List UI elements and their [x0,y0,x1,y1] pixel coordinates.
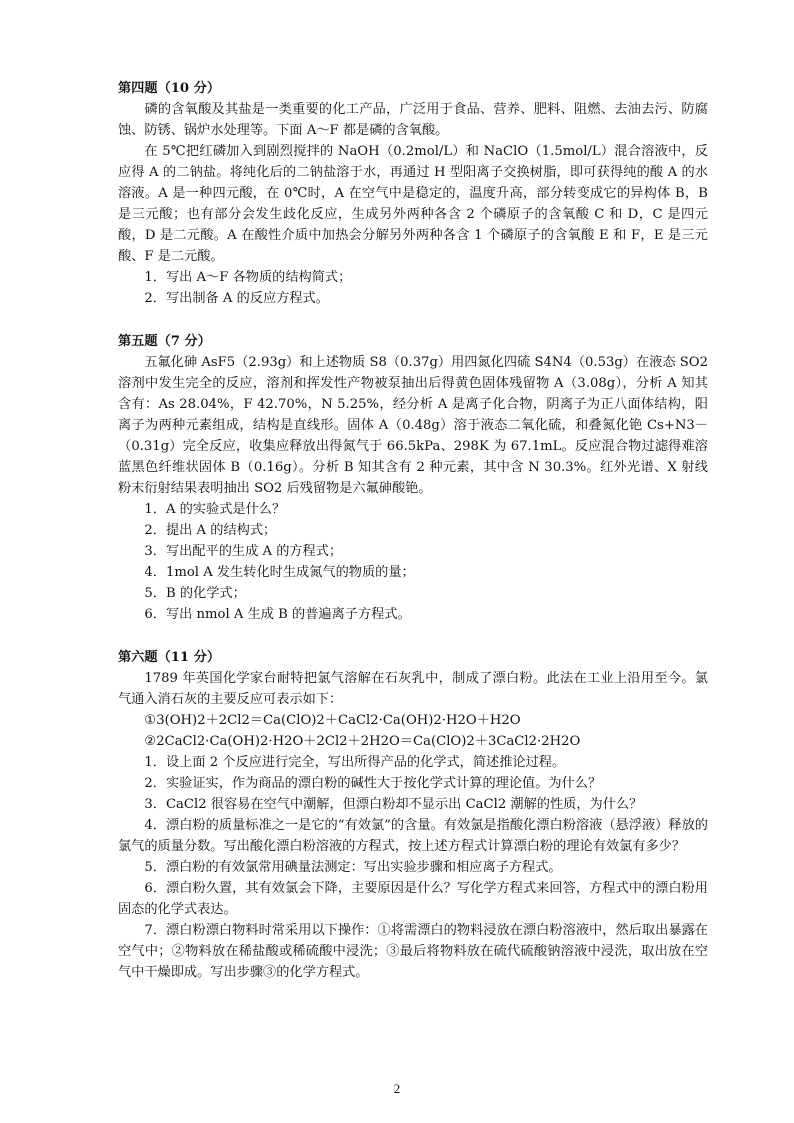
question-item: 5．漂白粉的有效氯常用碘量法测定：写出实验步骤和相应离子方程式。 [144,860,562,875]
question-item: 2．写出制备 A 的反应方程式。 [144,291,329,306]
problem-4 [118,78,708,309]
question-item: 6．漂白粉久置，其有效氯会下降，主要原因是什么？写化学方程式来回答，方程式中的漂白粉用固态的化学式表达。 [118,881,708,917]
question-item: 7．漂白粉漂白物料时常采用以下操作：①将需漂白的物料浸放在漂白粉溶液中，然后取出暴露在空气中；②物料放在稀盐酸或稀硫酸中浸洗；③最后将物料放在硫代硫酸钠溶液中浸洗，取出放在空气中干燥即成。写出步骤③的化学方程式。 [118,923,708,980]
equation-2: ②2CaCl2·Ca(OH)2·H2O＋2Cl2＋2H2O＝Ca(ClO)2＋3CaCl2·2H2O [144,734,581,749]
question-item: 6．写出 nmol A 生成 B 的普遍离子方程式。 [144,607,411,622]
question-item: 3．CaCl2 很容易在空气中潮解，但漂白粉却不显示出 CaCl2 潮解的性质，为什么？ [144,797,643,812]
question-item: 1．设上面 2 个反应进行完全，写出所得产品的化学式，简述推论过程。 [144,755,566,770]
problem-4-intro: 磷的含氧酸及其盐是一类重要的化工产品，广泛用于食品、营养、肥料、阻燃、去油去污、防腐蚀、防锈、锅炉水处理等。下面 A～F 都是磷的含氧酸。 [118,102,708,138]
problem-5-title: 第五题（7 分） [118,334,211,349]
problem-6-body: 1789 年英国化学家台耐特把氯气溶解在石灰乳中，制成了漂白粉。此法在工业上沿用至今。氯气通入消石灰的主要反应可表示如下： [118,671,708,707]
question-item: 1．写出 A～F 各物质的结构简式； [144,270,352,285]
question-item: 4．1mol A 发生转化时生成氮气的物质的量； [144,565,415,580]
question-item: 2．实验证实，作为商品的漂白粉的碱性大于按化学式计算的理论值。为什么？ [144,776,602,791]
document-page [118,78,708,983]
problem-4-title: 第四题（10 分） [118,81,221,96]
problem-4-body: 在 5℃把红磷加入到剧烈搅拌的 NaOH（0.2mol/L）和 NaClO（1.5mol/L）混合溶液中，反应得 A 的二钠盐。将纯化后的二钠盐溶于水，再通过 H 型阳离子交换树脂，即可获得纯的酸 A 的水溶液。A 是一种四元酸，在 0℃时，A 在空气中是稳定的，温度升高，部分转变成它的异构体 B，B 是三元酸；也有部分会发生歧化反应，生成另外两种各含 2 个磷原子的含氧酸 C 和 D，C 是四元酸，D 是二元酸。A 在酸性介质中加热会分解另外两种各含 1 个磷原子的含氧酸 E 和 F，E 是三元酸、F 是二元酸。 [118,144,708,264]
problem-6 [118,647,708,983]
problem-5-body: 五氟化砷 AsF5（2.93g）和上述物质 S8（0.37g）用四氮化四硫 S4N4（0.53g）在液态 SO2 溶剂中发生完全的反应，溶剂和挥发性产物被泵抽出后得黄色固体残留物 A（3.08g），分析 A 知其含有：As 28.04%，F 42.70%，N 5.25%，经分析 A 是离子化合物，阴离子为正八面体结构，阳离子为两种元素组成，结构是直线形。固体 A（0.48g）溶于液态二氧化硫，和叠氮化铯 Cs+N3－（0.31g）完全反应，收集应释放出得氮气于 66.5kPa、298K 为 67.1mL。反应混合物过滤得难溶蓝黑色纤维状固体 B（0.16g）。分析 B 知其含有 2 种元素，其中含 N 30.3%。红外光谱、X 射线粉末衍射结果表明抽出 SO2 后残留物是六氟砷酸铯。 [118,355,708,496]
question-item: 2．提出 A 的结构式； [144,523,277,538]
page-number: 2 [393,1081,401,1096]
equation-1: ①3(OH)2＋2Cl2＝Ca(ClO)2＋CaCl2·Ca(OH)2·H2O＋H2O [144,713,521,728]
problem-6-title: 第六题（11 分） [118,650,221,665]
question-item: 1．A 的实验式是什么？ [144,502,286,517]
question-item: 3．写出配平的生成 A 的方程式； [144,544,343,559]
question-item: 4．漂白粉的质量标准之一是它的“有效氯”的含量。有效氯是指酸化漂白粉溶液（悬浮液）释放的氯气的质量分数。写出酸化漂白粉溶液的方程式，按上述方程式计算漂白粉的理论有效氯有多少？ [118,818,708,854]
question-item: 5．B 的化学式； [144,586,246,601]
problem-5 [118,331,708,625]
